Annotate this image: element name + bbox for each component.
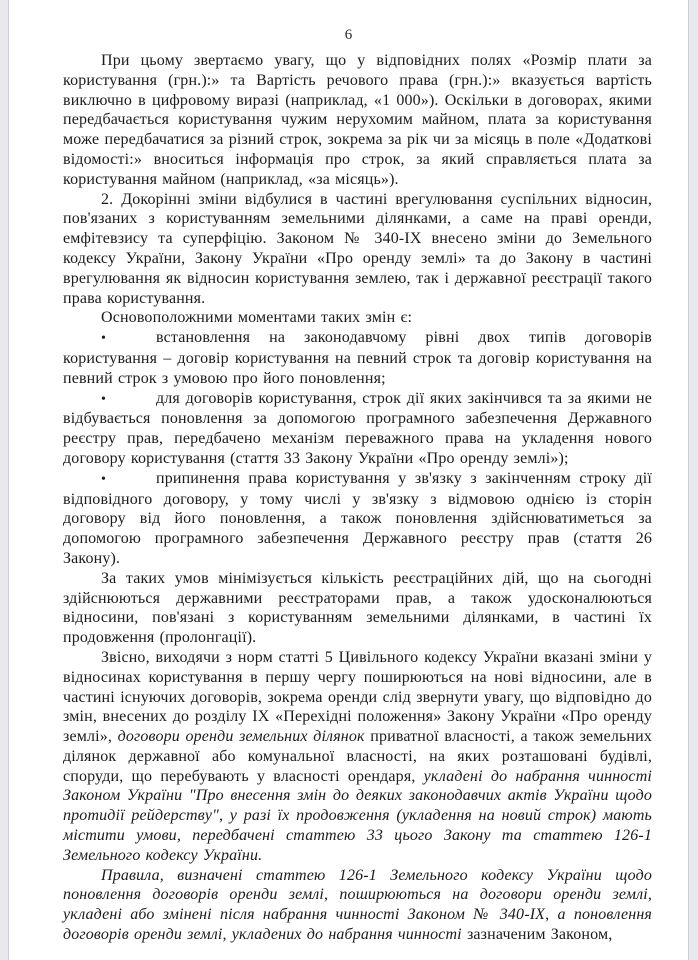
bullet-icon: •	[101, 471, 107, 487]
bullet-paragraph	[63, 328, 652, 388]
bullet-icon: •	[101, 331, 107, 347]
text-run: зазначеним Законом,	[466, 926, 613, 944]
paragraph	[63, 866, 652, 945]
italic-text-run: Правила, визначені статтею 126-1 Земельного кодексу України щодо поновлення договорів оренди землі, поширюються на договори оренди землі, укладені або змінені після набрання чинності Законом № 340-IX, а поновлення договорів оренди землі, укладених до набрання чинності	[63, 866, 652, 944]
italic-text-run: договори оренди земельних ділянок	[117, 728, 365, 746]
text-run: За таких умов мінімізується кількість реєстраційних дій, що на сьогодні здійснюються державними реєстраторами прав, а також удосконалюються відносини, пов'язані з користуванням земельними ділянками, в частині їх продовження (пролонгації).	[63, 569, 652, 647]
text-run: припинення права користування у зв'язку з закінченням строку дії відповідного договору, у тому числі у зв'язку з відмовою однією із сторін договору від його поновлення, а також поновлення здійснюватиметься за допомогою програмного забезпечення Державного реєстру прав (стаття 26 Закону).	[63, 469, 652, 567]
document-page	[8, 0, 689, 960]
paragraph	[63, 648, 652, 866]
text-run: 2. Докорінні зміни відбулися в частині врегулювання суспільних відносин, пов'язаних з користуванням земельними ділянками, а саме на праві оренди, емфітевзису та суперфіцію. Законом № 340-IX внесено зміни до Земельного кодексу України, Закону України «Про оренду землі» та до Закону в частині врегулювання як відносин користування землею, так і державної реєстрації такого права користування.	[63, 190, 652, 307]
bullet-paragraph	[63, 389, 652, 469]
paragraph	[63, 308, 652, 328]
text-run: Звісно, виходячи з норм статті 5 Цивільного кодексу України вказані зміни у відносинах користування в першу чергу поширюються на нові відносини, але в частині існуючих договорів, зокрема оренди слід звернути увагу, що відповідно до змін, внесених до розділу IX «Перехідні положення» Закону України «Про оренду землі»,	[63, 648, 652, 746]
paragraph	[63, 51, 652, 190]
bullet-icon: •	[101, 391, 107, 407]
page-number: 6	[344, 27, 353, 43]
bullet-paragraph	[63, 469, 652, 569]
text-run: Основоположними моментами таких змін є:	[101, 309, 413, 327]
italic-text-run: укладені до набрання чинності Законом України "Про внесення змін до деяких законодавчих актів України щодо протидії рейдерству", у разі їх продовження (укладення на новий строк) мають містити умови, передбачені статтею 33 цього Закону та статтею 126-1 Земельного кодексу України.	[63, 767, 652, 864]
document-body	[9, 48, 688, 945]
text-run: встановлення на законодавчому рівні двох типів договорів користування – договір користування на певний строк та договір користування на певний строк з умовою про його поновлення;	[63, 329, 652, 387]
paragraph	[63, 569, 652, 648]
text-run: для договорів користування, строк дії яких закінчився та за якими не відбувається поновлення за допомогою програмного забезпечення Державного реєстру прав, передбачено механізм переважного права на укладення нового договору користування (стаття 33 Закону України «Про оренду землі»);	[63, 389, 652, 467]
text-run: приватної власності, а також земельних ділянок державної або комунальної власності, на яких розташовані будівлі, споруди, що перебувають у власності орендаря,	[63, 728, 652, 785]
paragraph	[63, 190, 652, 309]
text-run: При цьому звертаємо увагу, що у відповідних полях «Розмір плати за користування (грн.):» та Вартість речового права (грн.):» вказується вартість виключно в цифровому виразі (наприклад, «1 000»). Оскільки в договорах, якими передбачається користування чужим нерухомим майном, плата за користування може передбачатися за різний строк, зокрема за рік чи за місяць в поле «Додаткові відомості:» вноситься інформація про строк, за який справляється плата за користування майном (наприклад, «за місяць»).	[63, 52, 652, 188]
